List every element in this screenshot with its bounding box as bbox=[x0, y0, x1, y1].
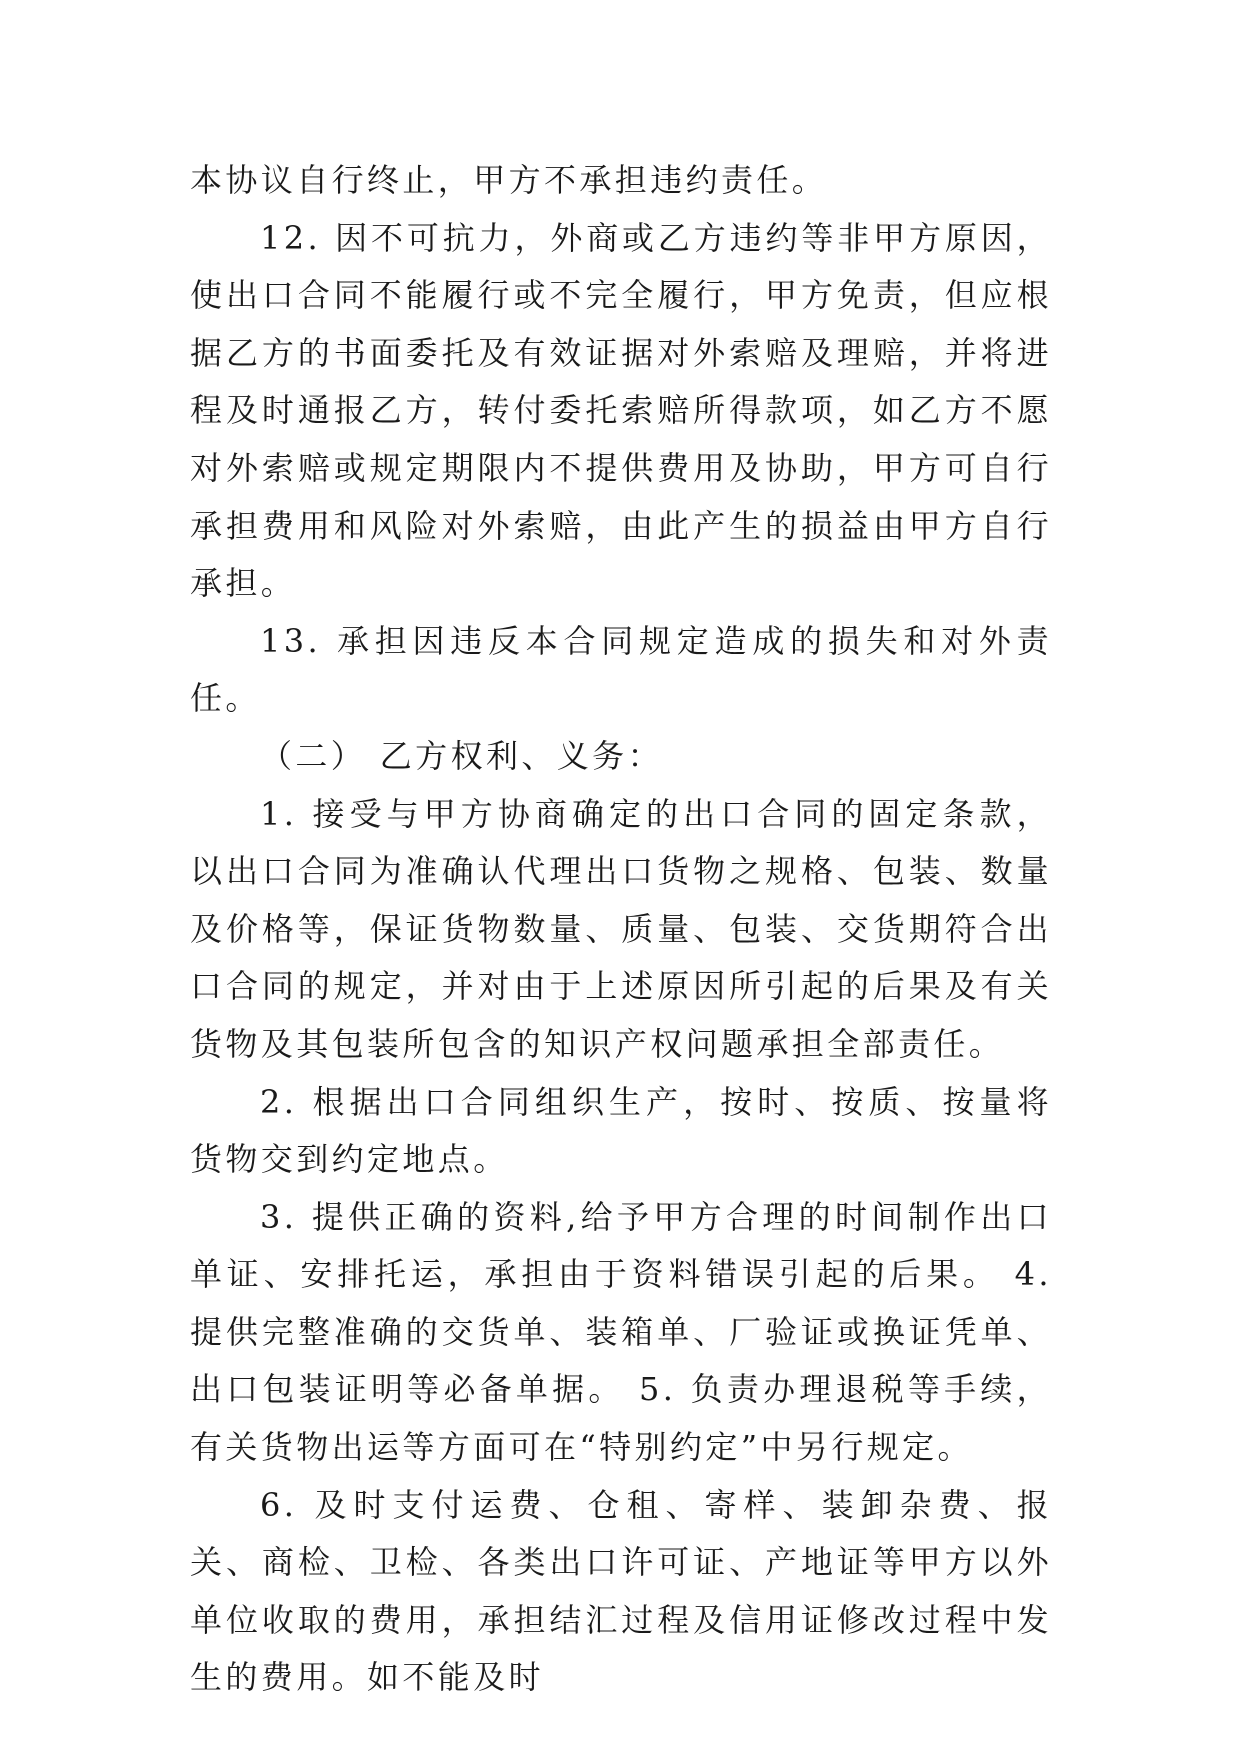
section-heading-party-b: （二） 乙方权利、义务： bbox=[260, 736, 663, 775]
paragraph-b-clause-6: 6. 及时支付运费、仓租、寄样、装卸杂费、报关、商检、卫检、各类出口许可证、产地证等甲方以外单位收取的费用，承担结汇过程及信用证修改过程中发生的费用。如不能及时 bbox=[190, 1485, 1052, 1697]
document-body bbox=[190, 152, 1052, 1707]
paragraph-b-clause-3-5: 3. 提供正确的资料,给予甲方合理的时间制作出口单证、安排托运，承担由于资料错误引起的后果。 4. 提供完整准确的交货单、装箱单、厂验证或换证凭单、出口包装证明等必备单据。 5. 负责办理退税等手续，有关货物出运等方面可在“特别约定”中另行规定。 bbox=[190, 1197, 1052, 1467]
paragraph-b-clause-2: 2. 根据出口合同组织生产，按时、按质、按量将货物交到约定地点。 bbox=[190, 1082, 1052, 1179]
paragraph-b-clause-1: 1. 接受与甲方协商确定的出口合同的固定条款，以出口合同为准确认代理出口货物之规格、包装、数量及价格等，保证货物数量、质量、包装、交货期符合出口合同的规定，并对由于上述原因所引起的后果及有关货物及其包装所包含的知识产权问题承担全部责任。 bbox=[190, 794, 1052, 1063]
paragraph-clause-12: 12. 因不可抗力，外商或乙方违约等非甲方原因，使出口合同不能履行或不完全履行，甲方免责，但应根据乙方的书面委托及有效证据对外索赔及理赔，并将进程及时通报乙方，转付委托索赔所得款项，如乙方不愿对外索赔或规定期限内不提供费用及协助，甲方可自行承担费用和风险对外索赔，由此产生的损益由甲方自行承担。 bbox=[190, 218, 1052, 603]
paragraph-continued: 本协议自行终止，甲方不承担违约责任。 bbox=[190, 161, 828, 199]
paragraph-clause-13: 13. 承担因违反本合同规定造成的损失和对外责任。 bbox=[190, 621, 1052, 718]
